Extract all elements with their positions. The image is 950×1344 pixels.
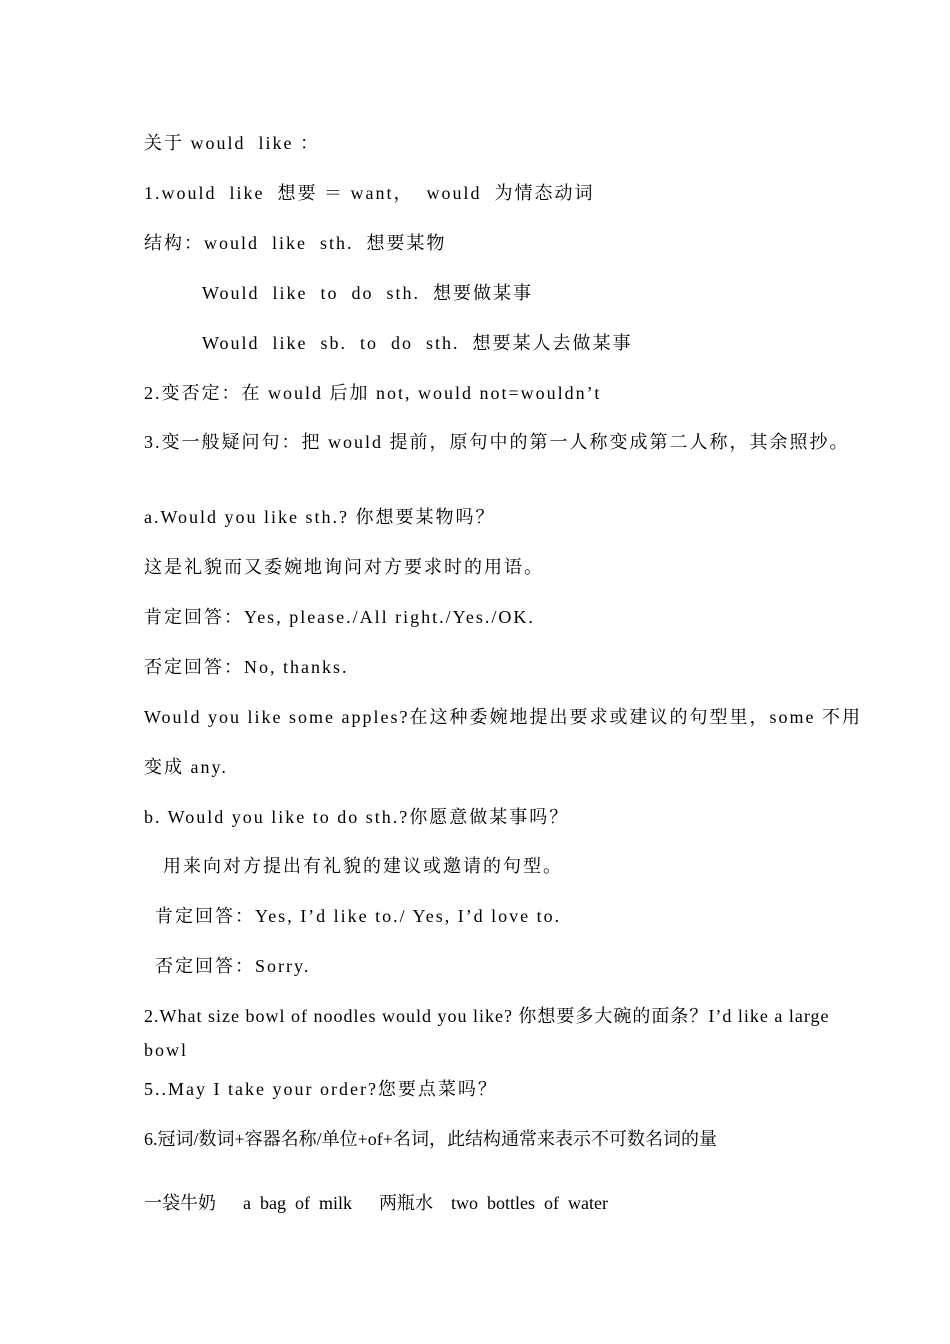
section-a-description: 这是礼貌而又委婉地询问对方要求时的用语。 [144,557,544,577]
section-b-positive-answer: 肯定回答：Yes, I’d like to./ Yes, I’d love to. [155,906,562,926]
point-2-size-question: 2.What size bowl of noodles would you like? 你想要多大碗的面条？I’d like a large [144,1006,830,1026]
structure-line-2: Would like to do sth. 想要做某事 [202,283,534,303]
point-3-question: 3.变一般疑问句：把 would 提前，原句中的第一人称变成第二人称，其余照抄。 [144,432,850,452]
some-usage-note-continued: 变成 any. [144,757,228,777]
structure-line-3: Would like sb. to do sth. 想要某人去做某事 [202,333,633,353]
section-a-negative-answer: 否定回答：No, thanks. [144,657,349,677]
point-2-negation: 2.变否定：在 would 后加 not, would not=wouldn’t [144,383,602,403]
section-a-title: a.Would you like sth.? 你想要某物吗？ [144,507,496,527]
example-quantities: 一袋牛奶 a bag of milk 两瓶水 two bottles of water [144,1193,608,1213]
section-a-positive-answer: 肯定回答：Yes, please./All right./Yes./OK. [144,607,535,627]
structure-line-1: 结构：would like sth. 想要某物 [144,233,447,253]
some-usage-note: Would you like some apples?在这种委婉地提出要求或建议的句型里，some 不用 [144,707,863,727]
point-6-structure: 6.冠词/数词+容器名称/单位+of+名词，此结构通常来表示不可数名词的量 [144,1129,717,1149]
point-2-size-question-continued: bowl [144,1040,188,1060]
heading-would-like: 关于 would like ： [144,133,320,153]
section-b-description: 用来向对方提出有礼貌的建议或邀请的句型。 [163,856,563,876]
section-b-title: b. Would you like to do sth.?你愿意做某事吗？ [144,807,570,827]
point-1-meaning: 1.would like 想要 ＝ want， would 为情态动词 [144,183,595,203]
point-5-order: 5..May I take your order?您要点菜吗？ [144,1079,498,1099]
section-b-negative-answer: 否定回答：Sorry. [155,956,311,976]
